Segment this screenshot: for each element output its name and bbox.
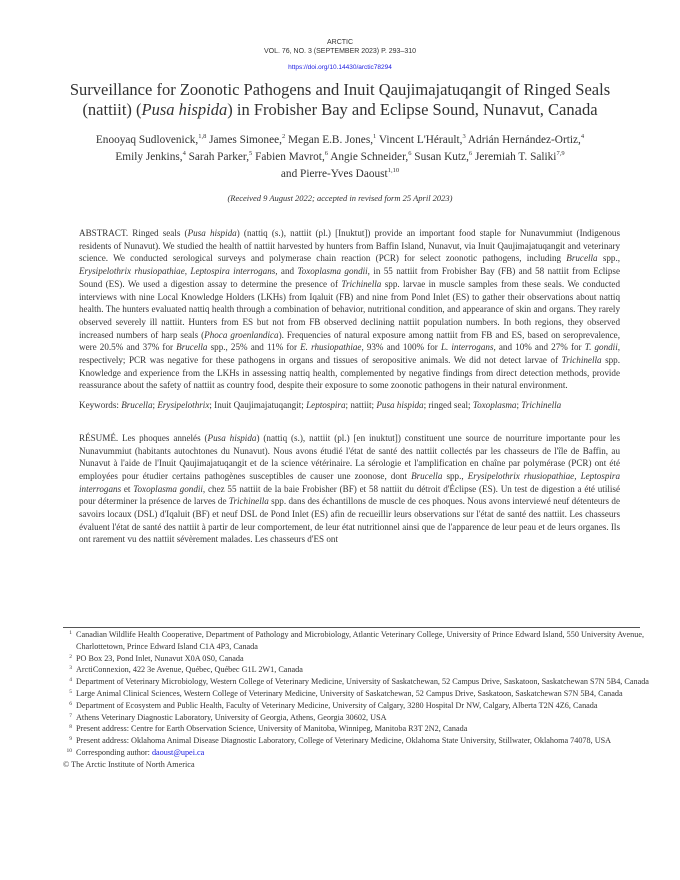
keywords-label: Keywords: — [79, 400, 122, 411]
text-run: , respectively; PCR was negative for these pathogens in organs and tissues of seropositive animals. We did not detect larvae of — [79, 342, 620, 366]
footnotes — [63, 629, 653, 771]
italic-term: Trichinella — [521, 400, 562, 411]
abstract-paragraph — [79, 227, 620, 392]
footnote-number: 1 — [69, 630, 72, 636]
email-link[interactable]: daoust@upei.ca — [151, 747, 205, 757]
text-run: et — [121, 483, 134, 494]
author-name: Emily Jenkins, — [115, 150, 183, 163]
affiliation-marker: 5 — [249, 149, 253, 157]
italic-term: Brucella — [566, 253, 598, 264]
text-run: spp., — [442, 470, 468, 481]
title-text-end: ) in Frobisher Bay and Eclipse Sound, Nunavut, Canada — [227, 100, 598, 119]
text-run: ; nattiit; — [345, 400, 377, 411]
italic-term: Leptospira — [306, 400, 346, 411]
text-run: ; ringed seal; — [423, 400, 473, 411]
italic-term: Trichinella — [228, 496, 269, 507]
affiliation-footnote — [63, 653, 653, 665]
author-name: Vincent L'Hérault, — [376, 133, 463, 146]
text-run: ; — [516, 400, 522, 411]
keywords-paragraph — [79, 399, 620, 412]
text-run: spp., 25% and 11% for — [207, 342, 301, 353]
italic-term: Brucella — [411, 470, 443, 481]
italic-term: Brucella — [176, 342, 208, 353]
text-run: ) (nattiq (s.), nattiit (pl.) [en inuktut]) constituent une source de nourriture importante pour les Nunavummiut (habitants autochtones du Nunavut). Nous avons étudié l'état de santé des nattiit collectés par les chasseurs de l'île de Baffin, au Nunavut à l'aide de l'Inuit Qaujimajatuqangit et de la science vétérinaire. La sérologie et l'amplification en chaîne par polymérase (PCR) ont été employées pour étudier certains pathogènes susceptibles de causer une zoonose, dont — [79, 432, 620, 481]
affiliation-marker: 6 — [324, 149, 329, 157]
affiliation-footnote — [63, 664, 653, 676]
italic-term: Phoca groenlandica — [204, 329, 279, 340]
text-run: Ringed seals ( — [128, 228, 188, 238]
italic-term: E. rhusiopathiae — [300, 342, 362, 353]
affiliation-marker: 6 — [468, 149, 473, 157]
affiliation-footnote — [63, 735, 653, 747]
affiliation-marker: 6 — [408, 149, 412, 157]
italic-term: Erysipelothrix rhusiopathiae, Leptospira interrogans, — [79, 266, 278, 277]
footnote-number: 7 — [69, 712, 72, 719]
footnote-text: PO Box 23, Pond Inlet, Nunavut X0A 0S0, Canada — [76, 653, 244, 663]
author-name: Adrián Hernández-Ortiz, — [465, 133, 581, 146]
affiliation-footnote — [63, 676, 653, 688]
italic-term: Brucella — [121, 400, 153, 411]
text-run: ) (nattiq (s.), nattiit (pl.) [Inuktut]) provide an important food staple for Nunavummiut (Indigenous residents of Nunavut). We studied the health of nattiit harvested by hunters from Baffin Island, Nunavut, via Inuit Qaujimajatuqangit and veterinary science. We conducted serological surveys and polymerase chain reaction (PCR) for select zoonotic pathogens, including — [79, 228, 620, 264]
italic-term: T. gondii — [584, 342, 618, 353]
footnote-number: 3 — [69, 665, 72, 672]
author-list — [60, 130, 620, 180]
text-run: , and 10% and 27% for — [493, 342, 585, 353]
footnote-divider — [63, 627, 640, 628]
volume-line: VOL. 76, NO. 3 (SEPTEMBER 2023) P. 293–310 — [263, 48, 416, 55]
italic-term: Pusa hispida — [207, 432, 257, 443]
text-run: spp. dans des échantillons de muscle de ces phoques. Nous avons interviewé neuf détenteurs de savoirs locaux (DSL) d'Iqaluit (BF) et neuf DSL de Pond Inlet (ES) afin de recueillir leurs observations sur l'état de santé des nattiit. Les chasseurs évaluent l'état de santé des nattiit à partir de leur comportement, de leur état nutritionnel ainsi que de l'apparence de leur peau et de leurs organes. Ils ont rarement vu des nattiit sévèrement malades. Les chasseurs d'ES ont — [79, 496, 621, 545]
footnote-number: 4 — [69, 677, 72, 684]
author-name: Susan Kutz, — [411, 150, 469, 163]
journal-name: ARCTIC — [326, 39, 354, 46]
footnote-text: Large Animal Clinical Sciences, Western College of Veterinary Medicine, University of Saskatchewan, 52 Campus Drive, Saskatoon, Saskatchewan S7N 5B4, Canada — [76, 688, 623, 698]
affiliation-marker: 1 — [373, 133, 377, 140]
abstract-body — [79, 228, 620, 390]
abstract-label: ABSTRACT. — [79, 228, 129, 238]
author-name: Megan E.B. Jones, — [285, 133, 374, 146]
footnote-text: Present address: Oklahoma Animal Disease Diagnostic Laboratory, College of Veterinary Medicine, Oklahoma State University, Stillwater, Oklahoma 74078, USA — [76, 736, 612, 746]
author-name: and Pierre-Yves Daoust — [280, 167, 388, 180]
footnote-number: 8 — [69, 724, 72, 731]
author-name: James Simonee, — [206, 133, 282, 146]
author-name: Angie Schneider, — [328, 150, 409, 163]
text-run: spp. Knowledge and experience from the LKHs in assessing nattiq health, complemented by negative findings from direct detection methods, provide reassurance about the safety of nattiit as country food, despite their exposure to some zoonotic pathogens in their natural environment. — [79, 355, 620, 391]
affiliation-list — [63, 629, 653, 747]
footnote-text: Athens Veterinary Diagnostic Laboratory, University of Georgia, Athens, Georgia 30602, USA — [76, 712, 387, 722]
footnote-number: 6 — [69, 700, 72, 707]
footnote-text: Present address: Centre for Earth Observation Science, University of Manitoba, Winnipeg, Manitoba R3T 2N2, Canada — [76, 724, 468, 734]
affiliation-footnote — [63, 712, 653, 724]
resume-body — [79, 433, 620, 545]
footnote-text: Department of Veterinary Microbiology, Western College of Veterinary Medicine, University of Saskatchewan, 52 Campus Drive, Saskatoon, Saskatchewan S7N 5B4, Canada — [76, 677, 649, 687]
author-name: Sarah Parker, — [185, 150, 250, 163]
article-title — [60, 80, 620, 120]
italic-term: Pusa hispida — [187, 228, 237, 238]
footnote-text: Department of Ecosystem and Public Health, Faculty of Veterinary Medicine, University of Calgary, 3280 Hospital Dr NW, Calgary, Alberta T2N 4Z6, Canada — [76, 700, 598, 710]
received-dates: (Received 9 August 2022; accepted in revised form 25 April 2023) — [227, 193, 453, 203]
text-run: Les phoques annelés ( — [118, 432, 208, 443]
resume-label: RÉSUMÉ. — [79, 432, 119, 443]
footnote-text: ArctiConnexion, 422 3e Avenue, Québec, Québec G1L 2W1, Canada — [76, 665, 303, 675]
affiliation-marker: 4 — [580, 133, 585, 140]
text-run: ). Frequencies of natural exposure among nattiit from FB and ES, based on seroprevalence, were 20.5% and 37% for — [79, 329, 620, 353]
footnote-number: 2 — [69, 653, 72, 660]
italic-term: L. interrogans — [440, 342, 494, 353]
text-run: in 55 nattiit from Frobisher Bay (FB) and 58 nattiit from Eclipse Sound (ES). We used a digestion assay to determine the presence of — [79, 266, 620, 289]
affiliation-footnote — [63, 723, 653, 735]
affiliation-footnote — [63, 700, 653, 712]
italic-term: Trichinella — [341, 278, 382, 289]
author-name: Jeremiah T. Saliki — [472, 150, 557, 163]
italic-term: Toxoplasma — [472, 400, 517, 411]
resume-paragraph — [79, 432, 620, 546]
corresponding-label: Corresponding author: — [76, 747, 152, 757]
text-run: ; — [152, 400, 158, 411]
italic-term: Pusa hispida — [376, 400, 424, 411]
italic-term: Erysipelothrix rhusiopathiae, Leptospira interrogans — [79, 470, 620, 494]
title-text: Surveillance for Zoonotic Pathogens and Inuit Qaujimajatuqangit of Ringed Seals (nattiit) ( — [69, 80, 611, 119]
affiliation-marker: 1,10 — [387, 166, 400, 174]
footnote-number: 5 — [69, 688, 72, 695]
author-name: Enooyaq Sudlovenick, — [95, 133, 199, 146]
text-run: spp., — [597, 253, 620, 264]
italic-term: Toxoplasma gondii — [133, 483, 203, 494]
abstract-section — [79, 227, 620, 546]
title-species: Pusa hispida — [141, 100, 228, 119]
affiliation-marker: 1,8 — [198, 133, 207, 140]
footnote-text: Canadian Wildlife Health Cooperative, Department of Pathology and Microbiology, Atlantic Veterinary College, University of Prince Edward Island, 550 University Avenue, Charlottetown, Prince Edward Island C1A 4P3, Canada — [76, 630, 645, 651]
author-name: Fabien Mavrot, — [252, 150, 325, 163]
text-run: spp. larvae in muscle samples from these seals. We conducted interviews with nine Local Knowledge Holders (LKHs) from Iqaluit (FB) and nine from Pond Inlet (ES) to gather their observations about nattiq health. The hunters evaluated nattiq health through a combination of behavior, nutritional condition, and appearance of skin and organs. They rarely observed severely ill nattiit. Hunters from ES but not from FB observed declining nattiit population numbers. In both regions, they observed increased numbers of harp seals ( — [79, 278, 620, 340]
affiliation-marker: 4 — [182, 149, 186, 157]
footnote-number: 10 — [66, 747, 72, 754]
copyright-notice: © The Arctic Institute of North America — [63, 759, 195, 769]
corresponding-author-footnote — [63, 747, 653, 759]
journal-masthead — [0, 38, 680, 74]
italic-term: Erysipelothrix — [157, 400, 210, 411]
text-run: and — [277, 266, 298, 277]
italic-term: Trichinella — [561, 355, 602, 366]
keywords-body — [121, 400, 561, 410]
text-run: , chez 55 nattiit de la baie Frobisher (BF) et 58 nattiit du détroit d'Éclipse (ES). Un test de digestion a été utilisé pour déterminer la présence de larves de — [79, 483, 620, 507]
affiliation-footnote — [63, 688, 653, 700]
affiliation-marker: 7,9 — [556, 149, 565, 157]
affiliation-marker: 3 — [462, 133, 466, 140]
footnote-number: 9 — [69, 736, 72, 743]
text-run: ; Inuit Qaujimajatuqangit; — [209, 400, 307, 411]
affiliation-footnote — [63, 629, 653, 653]
text-run: , 93% and 100% for — [361, 342, 441, 353]
italic-term: Toxoplasma gondii, — [297, 266, 370, 277]
doi-link[interactable]: https://doi.org/10.14430/arctic78294 — [288, 64, 392, 71]
affiliation-marker: 2 — [281, 133, 286, 140]
